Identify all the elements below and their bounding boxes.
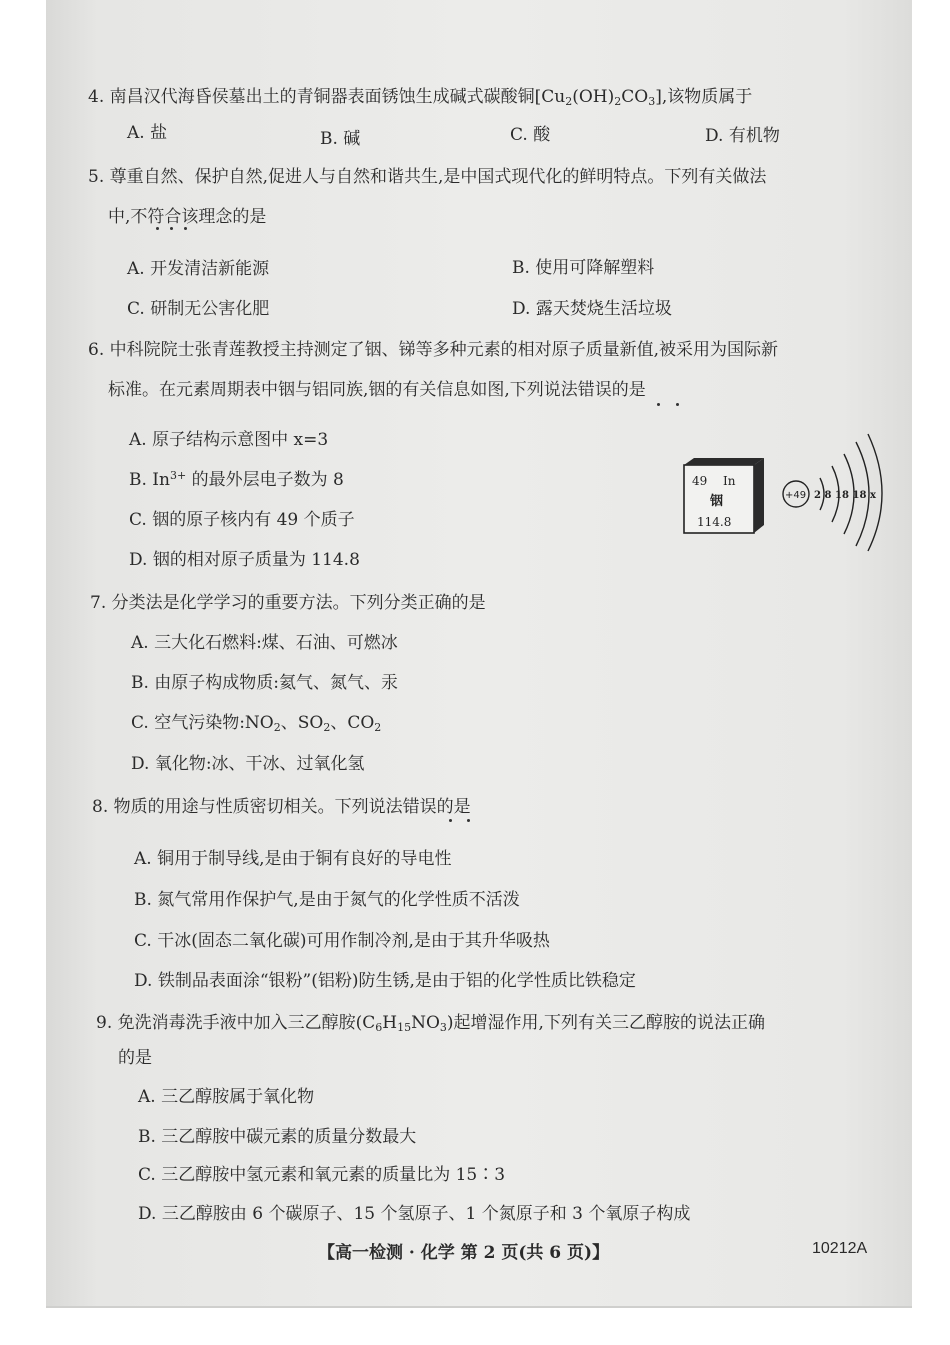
question-6-line1: 6. 中科院院士张青莲教授主持测定了铟、锑等多种元素的相对原子质量新值,被采用为国际新 [88, 340, 779, 360]
element-name: 铟 [710, 494, 724, 509]
shell-electron-counts: 2 8 18 18 x [814, 490, 878, 501]
nucleus-charge: +49 [785, 490, 807, 501]
q4-sub: 2 [565, 95, 573, 108]
q4-option-a: A. 盐 [127, 123, 168, 143]
q6-option-b [129, 465, 344, 490]
emphasis-dot [449, 819, 452, 822]
q4-sub: 2 [614, 95, 622, 108]
q9-text: 9. 免洗消毒洗手液中加入三乙醇胺(C [96, 1013, 376, 1033]
q9-sub: 6 [375, 1021, 383, 1034]
q8-option-d: D. 铁制品表面涂“银粉”(铝粉)防生锈,是由于铝的化学性质比铁稳定 [134, 971, 636, 991]
q6-option-b-text: B. In [129, 470, 170, 490]
page-footer: 【高一检测 · 化学 第 2 页(共 6 页)】 [318, 1243, 610, 1263]
question-9-line1 [96, 1008, 765, 1034]
element-mass: 114.8 [697, 515, 732, 529]
q7-option-c-text: C. 空气污染物:NO [131, 713, 274, 733]
q8-option-b: B. 氮气常用作保护气,是由于氮气的化学性质不活泼 [134, 890, 520, 910]
q7-option-c-text: 、SO [280, 713, 324, 733]
q9-option-a: A. 三乙醇胺属于氧化物 [138, 1087, 315, 1107]
q7-option-b: B. 由原子构成物质:氦气、氮气、汞 [131, 673, 399, 693]
q8-option-c: C. 干冰(固态二氧化碳)可用作制冷剂,是由于其升华吸热 [134, 931, 550, 951]
q7-option-c [131, 708, 381, 734]
q7-option-c-text: 、CO [330, 713, 375, 733]
emphasis-dot [184, 227, 187, 230]
question-4-stem [88, 82, 752, 108]
question-7-stem: 7. 分类法是化学学习的重要方法。下列分类正确的是 [90, 593, 486, 613]
emphasis-dot [156, 227, 159, 230]
atom-structure-diagram [780, 432, 890, 552]
element-number: 49 [692, 474, 708, 488]
question-6-line2: 标准。在元素周期表中铟与铝同族,铟的有关信息如图,下列说法错误的是 [108, 380, 646, 400]
q9-option-d: D. 三乙醇胺由 6 个碳原子、15 个氢原子、1 个氮原子和 3 个氧原子构成 [138, 1204, 691, 1224]
q6-option-d: D. 铟的相对原子质量为 114.8 [129, 550, 360, 570]
q9-option-c: C. 三乙醇胺中氢元素和氧元素的质量比为 15∶3 [138, 1165, 506, 1185]
q7-sub: 2 [323, 721, 331, 734]
q7-sub: 2 [374, 721, 382, 734]
exam-page [46, 0, 912, 1308]
q9-text: NO [411, 1013, 440, 1033]
emphasis-dot [676, 403, 679, 406]
emphasis-dot [170, 227, 173, 230]
q4-sub: 3 [648, 95, 656, 108]
question-5-line1: 5. 尊重自然、保护自然,促进人与自然和谐共生,是中国式现代化的鲜明特点。下列有关做法 [88, 167, 767, 187]
question-9-line2: 的是 [118, 1048, 152, 1068]
q4-option-b: B. 碱 [320, 129, 361, 149]
q9-sub: 15 [397, 1021, 412, 1034]
q4-text: 4. 南昌汉代海昏侯墓出土的青铜器表面锈蚀生成碱式碳酸铜[Cu [88, 87, 566, 107]
q6-option-b-text: 的最外层电子数为 8 [186, 470, 344, 490]
q7-option-a: A. 三大化石燃料:煤、石油、可燃冰 [131, 633, 398, 653]
q4-option-d: D. 有机物 [705, 126, 780, 146]
q7-sub: 2 [273, 721, 281, 734]
question-5-line2: 中,不符合该理念的是 [108, 207, 267, 227]
question-8-stem: 8. 物质的用途与性质密切相关。下列说法错误的是 [92, 797, 471, 817]
q5-option-b: B. 使用可降解塑料 [512, 258, 655, 278]
q6-option-a: A. 原子结构示意图中 x=3 [129, 430, 329, 450]
q9-text: )起增湿作用,下列有关三乙醇胺的说法正确 [446, 1013, 765, 1033]
q9-option-b: B. 三乙醇胺中碳元素的质量分数最大 [138, 1127, 417, 1147]
q5-option-c: C. 研制无公害化肥 [127, 299, 270, 319]
q4-text: CO [621, 87, 649, 107]
q5-option-d: D. 露天焚烧生活垃圾 [512, 299, 672, 319]
q6-option-b-sup: 3+ [169, 469, 187, 482]
q9-text: H [382, 1013, 398, 1033]
emphasis-dot [657, 403, 660, 406]
element-cell [683, 457, 765, 535]
q6-option-c: C. 铟的原子核内有 49 个质子 [129, 510, 355, 530]
q9-sub: 3 [439, 1021, 447, 1034]
element-symbol: In [723, 474, 736, 488]
q4-text: ],该物质属于 [655, 87, 753, 107]
q8-option-a: A. 铜用于制导线,是由于铜有良好的导电性 [134, 849, 452, 869]
q4-text: (OH) [572, 87, 615, 107]
emphasis-dot [467, 819, 470, 822]
q7-option-d: D. 氧化物:冰、干冰、过氧化氢 [131, 754, 365, 774]
q4-option-c: C. 酸 [510, 125, 551, 145]
paper-code: 10212A [812, 1240, 868, 1257]
q5-option-a: A. 开发清洁新能源 [127, 259, 270, 279]
